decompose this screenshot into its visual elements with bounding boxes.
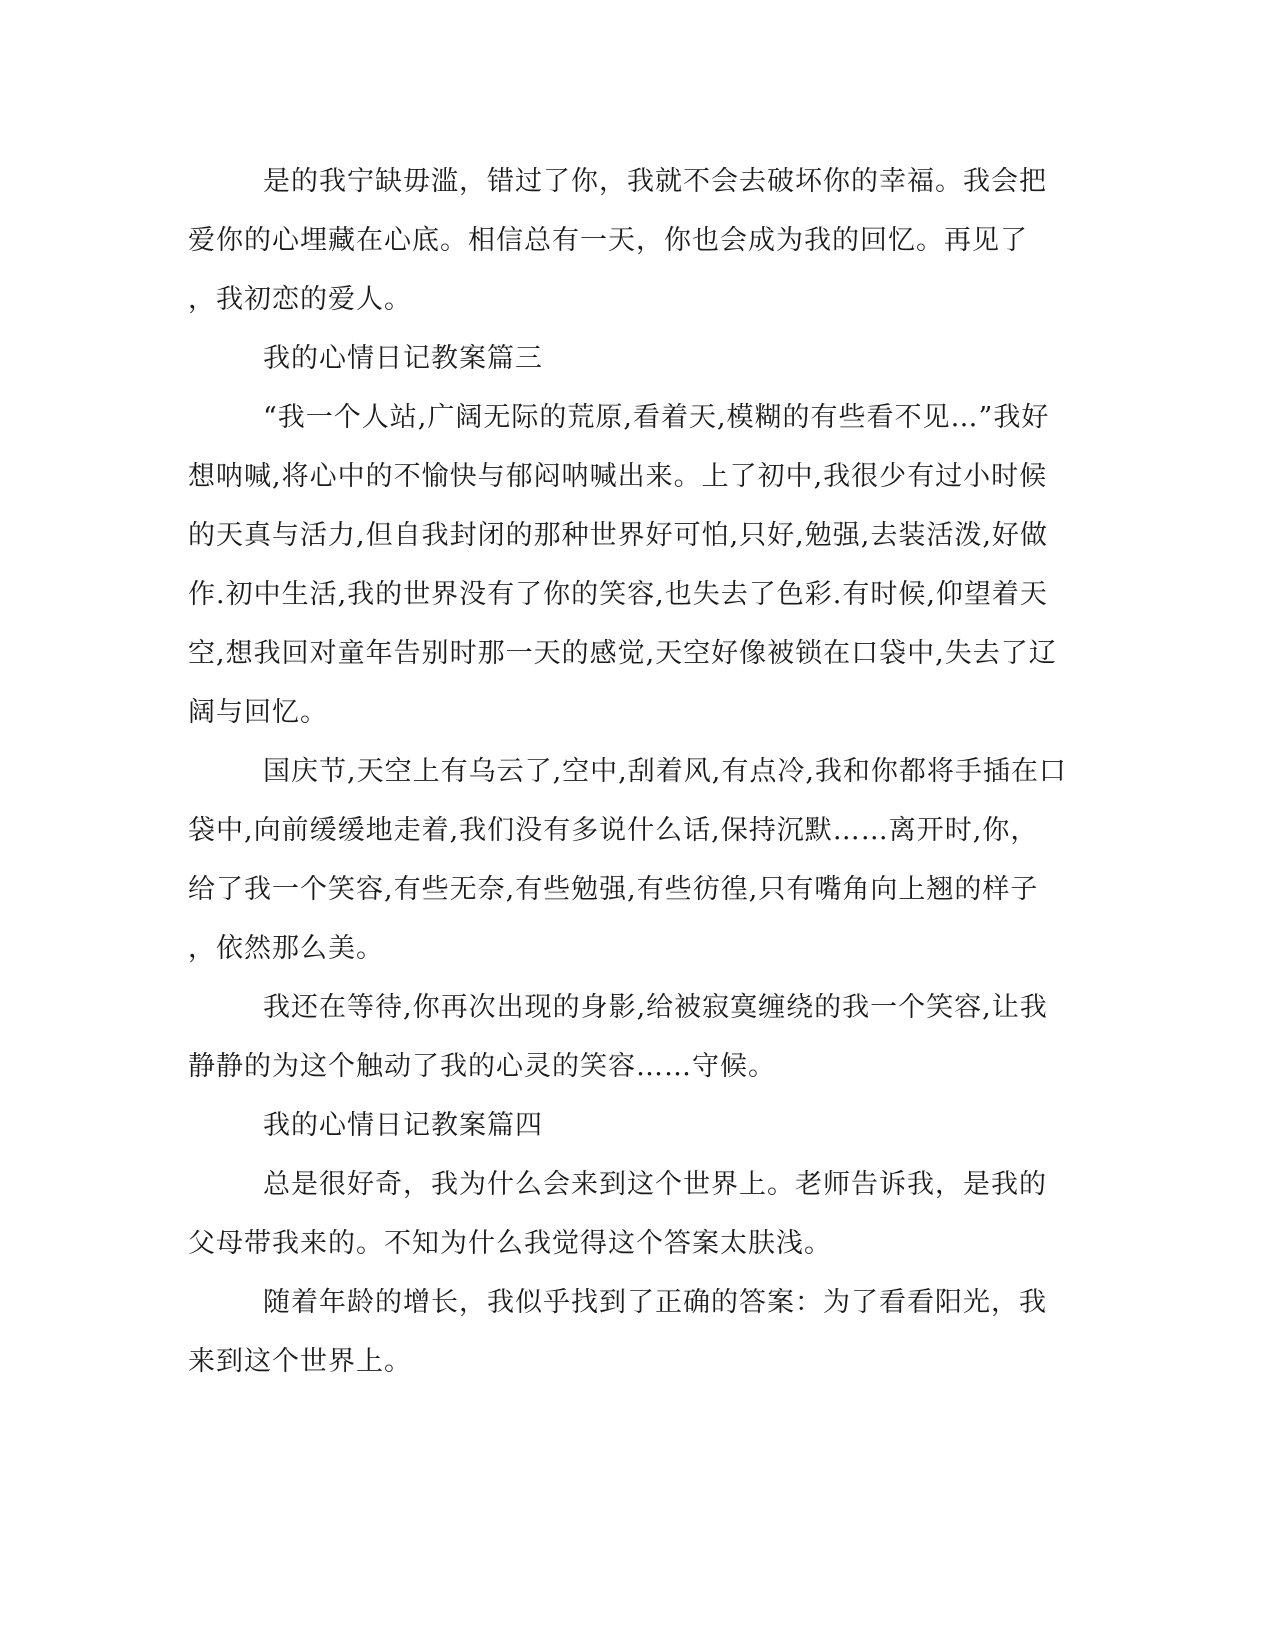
- paragraph-line: 来到这个世界上。: [188, 1346, 412, 1377]
- paragraph-line: 袋中,向前缓缓地走着,我们没有多说什么话,保持沉默……离开时,你，: [188, 815, 1039, 846]
- paragraph-line: 想呐喊,将心中的不愉快与郁闷呐喊出来。上了初中,我很少有过小时候: [188, 461, 1048, 492]
- paragraph-line: 空,想我回对童年告别时那一天的感觉,天空好像被锁在口袋中,失去了辽: [188, 638, 1057, 669]
- paragraph-line: 父母带我来的。不知为什么我觉得这个答案太肤浅。: [188, 1228, 832, 1259]
- paragraph-line: 作.初中生活,我的世界没有了你的笑容,也失去了色彩.有时候,仰望着天: [188, 579, 1048, 610]
- paragraph-line: 随着年龄的增长，我似乎找到了正确的答案：为了看看阳光，我: [263, 1287, 1047, 1318]
- section-heading: 我的心情日记教案篇四: [263, 1110, 543, 1141]
- paragraph-line: “我一个人站,广阔无际的荒原,看着天,模糊的有些看不见…”我好: [263, 402, 1050, 433]
- paragraph-line: 我还在等待,你再次出现的身影,给被寂寞缠绕的我一个笑容,让我: [263, 992, 1048, 1023]
- paragraph-line: ，依然那么美。: [188, 933, 384, 964]
- paragraph-line: 爱你的心埋藏在心底。相信总有一天，你也会成为我的回忆。再见了: [188, 225, 1028, 256]
- paragraph-line: ，我初恋的爱人。: [188, 284, 412, 315]
- paragraph-line: 的天真与活力,但自我封闭的那种世界好可怕,只好,勉强,去装活泼,好做: [188, 520, 1048, 551]
- paragraph-line: 是的我宁缺毋滥，错过了你，我就不会去破坏你的幸福。我会把: [263, 166, 1047, 197]
- paragraph-line: 总是很好奇，我为什么会来到这个世界上。老师告诉我，是我的: [263, 1169, 1047, 1200]
- paragraph-line: 给了我一个笑容,有些无奈,有些勉强,有些彷徨,只有嘴角向上翘的样子: [188, 874, 1039, 905]
- section-heading: 我的心情日记教案篇三: [263, 343, 543, 374]
- paragraph-line: 阔与回忆。: [188, 697, 328, 728]
- paragraph-line: 国庆节,天空上有乌云了,空中,刮着风,有点冷,我和你都将手插在口: [263, 756, 1067, 787]
- paragraph-line: 静静的为这个触动了我的心灵的笑容……守候。: [188, 1051, 776, 1082]
